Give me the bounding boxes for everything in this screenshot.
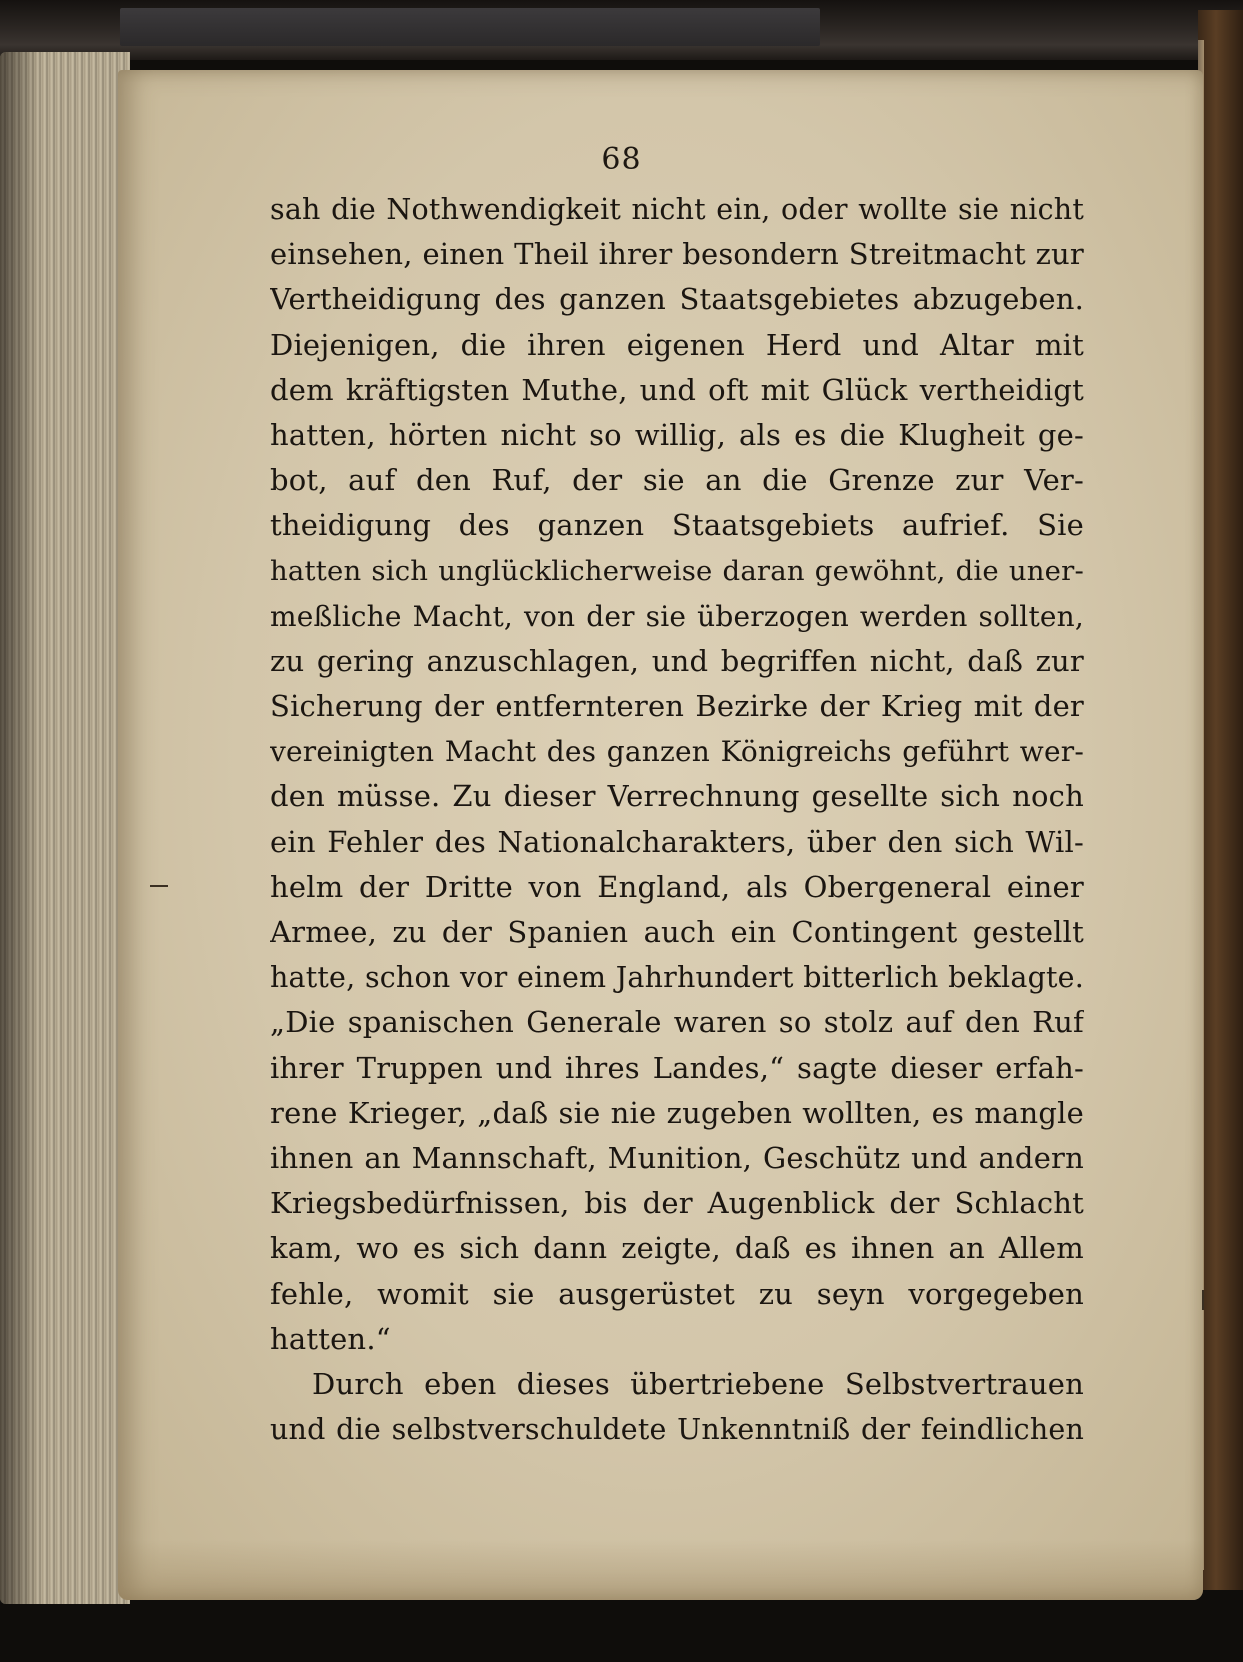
book-cover-top	[0, 0, 1243, 60]
text-line: hatten.“	[270, 1321, 391, 1356]
text-line: fehle, womit sie ausgerüstet zu seyn vorgegeben	[270, 1276, 1084, 1311]
text-line: Sicherung der entfernteren Bezirke der Krieg mit der	[270, 689, 1084, 724]
text-line: sah die Nothwendigkeit nicht ein, oder wollte sie nicht	[270, 193, 1084, 226]
text-line: dem kräftigsten Muthe, und oft mit Glück vertheidigt	[270, 372, 1084, 407]
text-line: Durch eben dieses übertriebene Selbstvertrauen	[312, 1366, 1084, 1401]
text-line: ihrer Truppen und ihres Landes,“ sagte dieser erfah-	[270, 1050, 1084, 1085]
text-line: ihnen an Mannschaft, Munition, Geschütz und andern	[270, 1140, 1084, 1175]
cover-binding-band	[120, 8, 820, 46]
text-line: Diejenigen, die ihren eigenen Herd und Altar mit	[270, 327, 1084, 362]
text-line: Vertheidigung des ganzen Staatsgebietes abzugeben.	[270, 282, 1084, 317]
text-line: den müsse. Zu dieser Verrechnung gesellte sich noch	[270, 779, 1084, 814]
page-stack-shadow	[0, 52, 40, 1604]
page-text	[270, 187, 1084, 1452]
text-line: kam, wo es sich dann zeigte, daß es ihnen an Allem	[270, 1231, 1084, 1266]
text-line: meßliche Macht, von der sie überzogen werden sollten,	[270, 599, 1084, 633]
text-line: vereinigten Macht des ganzen Königreichs geführt wer-	[270, 735, 1084, 769]
text-line: hatte, schon vor einem Jahrhundert bitterlich beklagte.	[270, 961, 1084, 995]
text-line: hatten sich unglücklicherweise daran gewöhnt, die uner-	[270, 554, 1084, 587]
text-line: „Die spanischen Generale waren so stolz auf den Ruf	[270, 1005, 1084, 1040]
page-number: 68	[601, 142, 642, 177]
text-line: zu gering anzuschlagen, und begriffen nicht, daß zur	[270, 643, 1084, 678]
text-line: hatten, hörten nicht so willig, als es die Klugheit ge-	[270, 417, 1084, 452]
text-line: ein Fehler des Nationalcharakters, über den sich Wil-	[270, 824, 1084, 859]
text-line: und die selbstverschuldete Unkenntniß der feindlichen	[270, 1413, 1084, 1447]
text-line: einsehen, einen Theil ihrer besondern Streitmacht zur	[270, 237, 1084, 272]
text-line: bot, auf den Ruf, der sie an die Grenze zur Ver-	[270, 463, 1084, 498]
text-line: theidigung des ganzen Staatsgebiets aufrief. Sie	[270, 508, 1084, 543]
margin-mark	[150, 885, 168, 887]
page-shade	[118, 1540, 1203, 1600]
text-line: Kriegsbedürfnissen, bis der Augenblick der Schlacht	[270, 1186, 1084, 1221]
book-cover-right	[1198, 10, 1243, 1590]
margin-mark	[1202, 1290, 1204, 1310]
text-line: rene Krieger, „daß sie nie zugeben wollten, es mangle	[270, 1095, 1084, 1130]
text-line: Armee, zu der Spanien auch ein Contingent gestellt	[270, 915, 1084, 949]
text-line: helm der Dritte von England, als Obergeneral einer	[270, 869, 1084, 904]
